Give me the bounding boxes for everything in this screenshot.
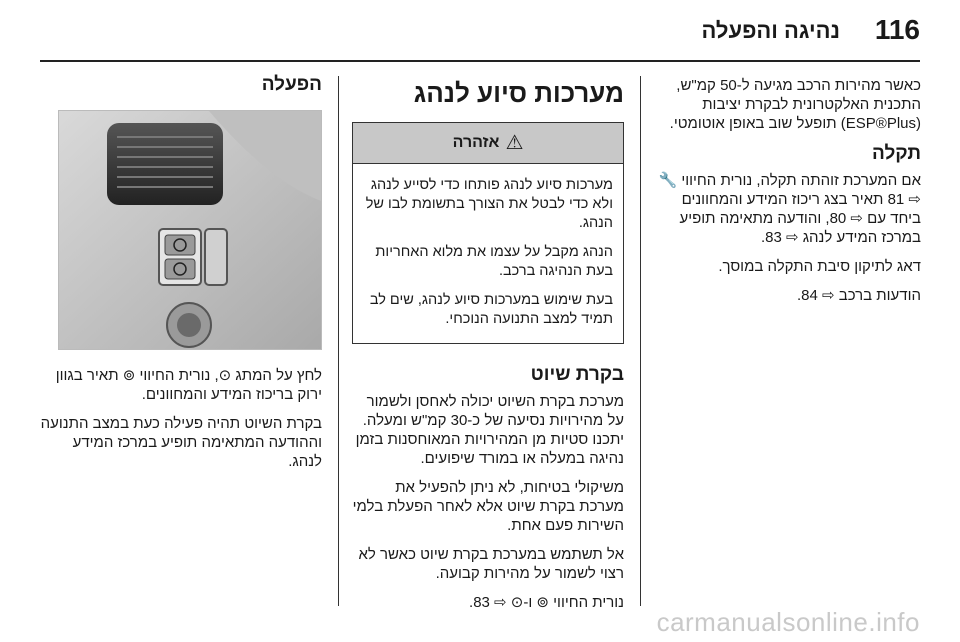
cruise-paragraph-3: אל תשתמש במערכת בקרת שיוט כאשר לא רצוי לשמור על מהירות קבועה. bbox=[358, 546, 624, 582]
page-number: 116 bbox=[874, 14, 920, 45]
cruise-paragraph-1: מערכת בקרת השיוט יכולה לאחסן ולשמור על מהירויות נסיעה של כ-30 קמ"ש ומעלה. יתכנו סטיות מן המהירויות המאוחסנות בזמן נהיגה במעלה או במורד שיפועים. bbox=[355, 393, 624, 467]
column-divider-left bbox=[338, 76, 339, 606]
cruise-paragraph-2: משיקולי בטיחות, לא ניתן להפעיל את מערכת בקרת שיוט אלא לאחר הפעלת בלמי השירות פעם אחת. bbox=[352, 479, 624, 534]
fault-paragraph-1: אם המערכת זוהתה תקלה, נורית החיווי 🔧 ⇨ 81 תאיר בצג ריכוז המידע והמחוונים ביחד עם ⇨ 80, והודעה מתאימה תופיע במרכז המידע לנהג ⇨ 83. bbox=[658, 172, 921, 246]
activation-heading: הפעלה bbox=[261, 74, 322, 95]
fault-heading: תקלה bbox=[871, 143, 921, 164]
column-right bbox=[655, 76, 921, 315]
switch-illustration bbox=[59, 111, 321, 349]
esp-intro-paragraph: כאשר מהירות הרכב מגיעה ל-50 קמ"ש, התכנית האלקטרונית לבקרת יציבות (ESP®Plus) תופעל שוב באופן אוטומטי. bbox=[669, 77, 921, 132]
cruise-control-heading: בקרת שיוט bbox=[530, 364, 624, 385]
cruise-paragraph-4: נורית החיווי ⊚ ו-⊙ ⇨ 83. bbox=[469, 594, 624, 611]
header-rule bbox=[40, 60, 920, 62]
warning-label: אזהרה bbox=[452, 134, 500, 151]
activation-paragraph-2: בקרת השיוט תהיה פעילה כעת במצב התנועה וההודעה המתאימה תופיע במרכז המידע לנהג. bbox=[40, 415, 322, 470]
activation-paragraph-1: לחץ על המתג ⊙, נורית החיווי ⊚ תאיר בגוון ירוק בריכוז המידע והמחוונים. bbox=[55, 367, 322, 403]
warning-paragraph-2: הנהג מקבל על עצמו את מלוא האחריות בעת הנהיגה ברכב. bbox=[375, 244, 613, 279]
warning-body bbox=[353, 164, 623, 343]
cruise-switch-photo bbox=[58, 110, 322, 350]
column-left bbox=[40, 74, 322, 481]
fault-paragraph-3: הודעות ברכב ⇨ 84. bbox=[796, 287, 921, 304]
page-header-title: נהיגה והפעלה bbox=[701, 18, 840, 43]
warning-header bbox=[353, 123, 623, 164]
warning-paragraph-1: מערכות סיוע לנהג פותחו כדי לסייע לנהג ולא כדי לבטל את הצורך בתשומת לבו של הנהג. bbox=[365, 177, 613, 231]
column-middle bbox=[352, 78, 624, 622]
warning-paragraph-3: בעת שימוש במערכות סיוע לנהג, שים לב תמיד למצב התנועה הנוכחי. bbox=[369, 292, 613, 327]
warning-triangle-icon: ⚠ bbox=[505, 132, 524, 154]
column-divider-right bbox=[640, 76, 641, 606]
site-watermark: carmanualsonline.info bbox=[656, 607, 920, 637]
section-title: מערכות סיוע לנהג bbox=[413, 78, 624, 108]
fault-paragraph-2: דאג לתיקון סיבת התקלה במוסך. bbox=[718, 258, 921, 275]
warning-box bbox=[352, 122, 624, 344]
